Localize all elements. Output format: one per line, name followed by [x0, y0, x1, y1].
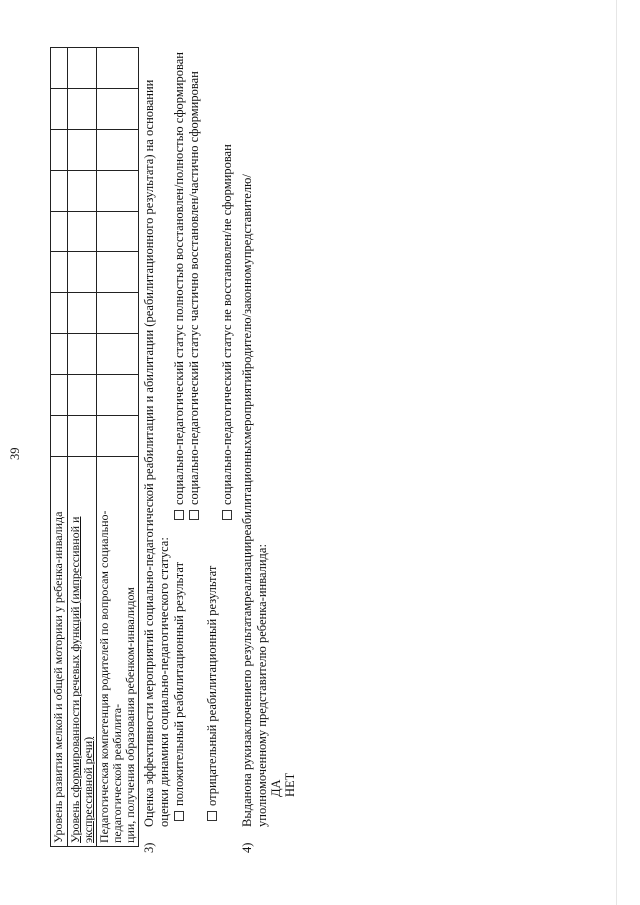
table-cell	[51, 88, 68, 129]
table-cell	[51, 211, 68, 252]
table-cell	[97, 129, 139, 170]
section-3-heading-cont: оценки динамики социально-педагогического статуса:	[157, 537, 171, 827]
positive-result-option[interactable]	[172, 562, 186, 821]
section-4-line1	[240, 174, 254, 827]
word: реализации	[240, 541, 254, 603]
table-cell	[51, 252, 68, 293]
word: мероприятий	[240, 369, 254, 440]
word: по результатам	[240, 602, 254, 683]
table-cell	[68, 252, 97, 293]
section-3-number: 3)	[142, 842, 156, 853]
answer-yes[interactable]: ДА	[269, 779, 283, 797]
table-cell	[97, 374, 139, 415]
table-row	[68, 48, 97, 847]
checkbox-icon[interactable]	[189, 510, 199, 520]
table-cell	[51, 293, 68, 334]
table-cell	[68, 415, 97, 456]
section-4-number: 4)	[240, 842, 254, 853]
table-cell	[51, 415, 68, 456]
table-cell-label: Уровень развития мелкой и общей моторики у ребенка-инвалида	[51, 456, 68, 846]
positive-result-label: положительный реабилитационный результат	[172, 561, 186, 806]
section-4-line2: уполномоченному представителю ребенка-инвалида:	[255, 544, 269, 827]
checkbox-icon[interactable]	[174, 510, 184, 520]
table-cell	[68, 170, 97, 211]
word: реабилитационных	[240, 439, 254, 542]
table-cell	[68, 374, 97, 415]
table-cell	[51, 374, 68, 415]
option-label: социально-педагогический статус частично восстановлен/частично сформирован	[187, 71, 201, 505]
table-cell	[97, 293, 139, 334]
table-cell	[68, 211, 97, 252]
table-cell	[97, 211, 139, 252]
status-partially-restored-option[interactable]	[187, 71, 201, 520]
table-cell	[97, 88, 139, 129]
table-cell-label	[97, 456, 139, 846]
scan-edge-line	[616, 0, 617, 905]
word: на руки	[240, 744, 254, 786]
table-cell	[51, 170, 68, 211]
checkbox-icon[interactable]	[222, 510, 232, 520]
checkbox-icon[interactable]	[174, 811, 184, 821]
word: заключение	[240, 682, 254, 745]
table-cell	[68, 88, 97, 129]
table-cell	[97, 48, 139, 89]
table-cell	[68, 334, 97, 375]
table-cell	[51, 48, 68, 89]
section-3-heading: Оценка эффективности мероприятий социально-педагогической реабилитации и абилитации (реабилитационного результата) на основании	[142, 79, 156, 827]
table-cell	[68, 293, 97, 334]
table-cell	[68, 48, 97, 89]
table-cell	[97, 170, 139, 211]
status-fully-restored-option[interactable]	[172, 52, 186, 520]
table-cell	[51, 334, 68, 375]
table-cell-text: ции, получения образования ребенком-инвалидом	[123, 587, 137, 843]
assessment-table	[50, 47, 139, 847]
table-row	[51, 48, 68, 847]
negative-result-label: отрицательный реабилитационный результат	[205, 565, 219, 806]
word: родителю/законному	[240, 258, 254, 370]
checkbox-icon[interactable]	[207, 811, 217, 821]
table-cell	[97, 415, 139, 456]
answer-no[interactable]: НЕТ	[283, 772, 297, 797]
table-row	[97, 48, 139, 847]
option-label: социально-педагогический статус полностью восстановлен/полностью сформирован	[172, 52, 186, 505]
table-cell	[97, 252, 139, 293]
table-cell-text: Педагогическая компетенция родителей по вопросам социально-педагогической реабилита-	[97, 510, 124, 843]
page-number: 39	[8, 447, 22, 460]
table-cell	[97, 334, 139, 375]
word: представителю/	[240, 174, 254, 259]
option-label: социально-педагогический статус не восстановлен/не сформирован	[220, 144, 234, 505]
table-cell	[51, 129, 68, 170]
table-cell	[68, 129, 97, 170]
word: Выдано	[240, 785, 254, 827]
status-not-restored-option[interactable]	[220, 144, 234, 520]
negative-result-option[interactable]	[205, 566, 219, 821]
table-cell-label: Уровень сформированности речевых функций (импрессивной и экспрессивной речи)	[68, 456, 97, 846]
